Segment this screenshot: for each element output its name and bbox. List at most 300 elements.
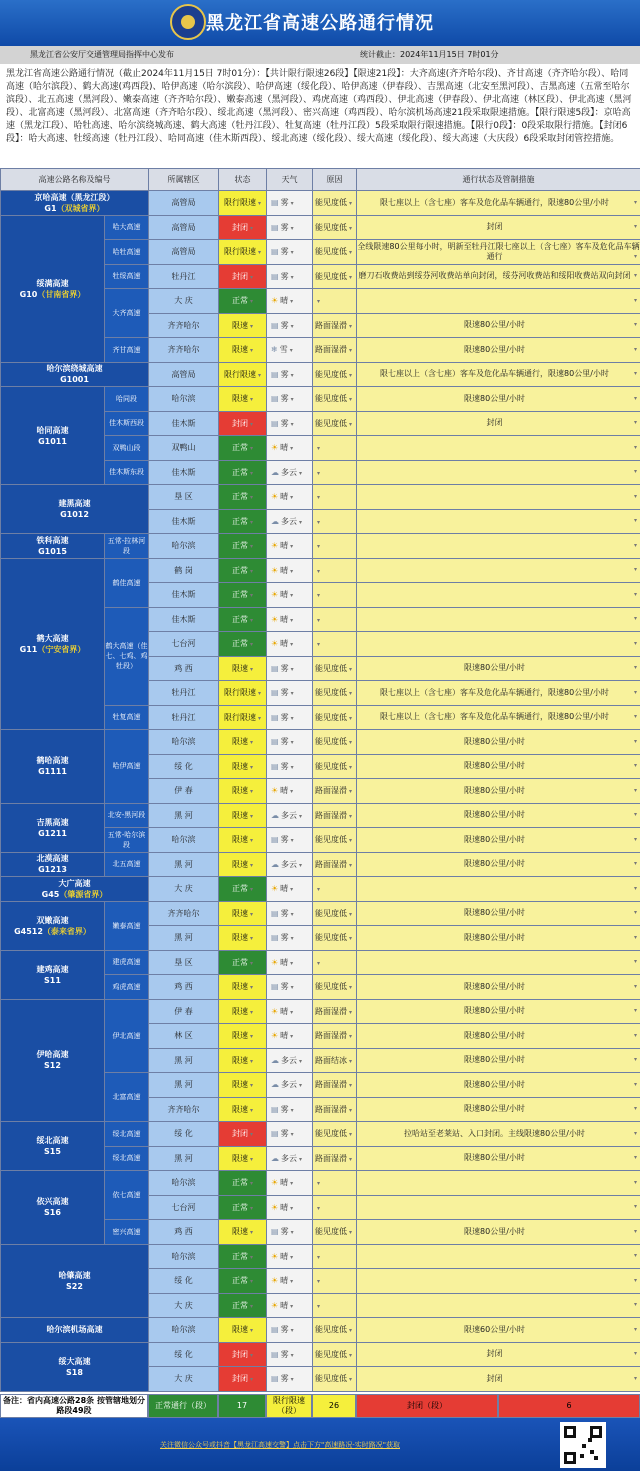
- status-dropdown-icon[interactable]: ▾: [249, 763, 253, 771]
- weather-dropdown-icon[interactable]: ▾: [290, 420, 294, 428]
- reason-cell: [313, 1024, 357, 1049]
- measure-cell-text: 限速60公里/小时: [464, 1324, 525, 1334]
- status-dropdown-icon[interactable]: ▾: [249, 861, 253, 869]
- status-dropdown-icon[interactable]: ▾: [249, 935, 253, 943]
- status-dropdown-icon[interactable]: ▾: [249, 420, 253, 428]
- weather-dropdown-icon[interactable]: ▾: [290, 690, 294, 698]
- highway-name-cell: [1, 215, 105, 362]
- reason-dropdown-icon[interactable]: ▾: [317, 1204, 321, 1212]
- weather-icon: ☁: [271, 859, 279, 869]
- weather-dropdown-icon[interactable]: ▾: [290, 886, 294, 894]
- table-row: [1, 191, 640, 216]
- status-dropdown-icon[interactable]: ▾: [249, 1351, 253, 1359]
- status-dropdown-icon[interactable]: ▾: [249, 273, 253, 281]
- measure-dropdown-icon[interactable]: ▾: [633, 198, 637, 206]
- weather-dropdown-icon[interactable]: ▾: [299, 1057, 303, 1065]
- reason-dropdown-icon[interactable]: ▾: [349, 788, 353, 796]
- measure-dropdown-icon[interactable]: ▾: [633, 786, 637, 794]
- weather-dropdown-icon[interactable]: ▾: [290, 1327, 294, 1335]
- highway-code-text: S22: [66, 1281, 83, 1291]
- reason-dropdown-icon[interactable]: ▾: [317, 886, 321, 894]
- reason-dropdown-icon[interactable]: ▾: [349, 837, 353, 845]
- reason-dropdown-icon[interactable]: ▾: [349, 200, 353, 208]
- weather-dropdown-icon[interactable]: ▾: [290, 200, 294, 208]
- measure-dropdown-icon[interactable]: ▾: [633, 1105, 637, 1113]
- highway-code-text: G1001: [60, 375, 89, 385]
- jurisdiction-cell: [149, 264, 219, 289]
- weather-cell: [267, 338, 313, 363]
- section-cell: 北富高速: [105, 1073, 149, 1122]
- measure-dropdown-icon[interactable]: ▾: [633, 860, 637, 868]
- reason-dropdown-icon[interactable]: ▾: [349, 420, 353, 428]
- weather-dropdown-icon[interactable]: ▾: [299, 861, 303, 869]
- measure-dropdown-icon[interactable]: ▾: [633, 419, 637, 427]
- reason-dropdown-icon[interactable]: ▾: [349, 1155, 353, 1163]
- status-cell: [219, 485, 267, 510]
- measure-dropdown-icon[interactable]: ▾: [633, 443, 637, 451]
- status-dropdown-icon[interactable]: ▾: [249, 1229, 253, 1237]
- status-dropdown-icon[interactable]: ▾: [249, 224, 253, 232]
- weather-icon: ☀: [271, 1031, 279, 1041]
- measure-dropdown-icon[interactable]: ▾: [633, 884, 637, 892]
- reason-dropdown-icon[interactable]: ▾: [317, 616, 321, 624]
- status-cell: [219, 681, 267, 706]
- weather-dropdown-icon[interactable]: ▾: [290, 1008, 294, 1016]
- measure-dropdown-icon[interactable]: ▾: [633, 296, 637, 304]
- weather-dropdown-icon[interactable]: ▾: [290, 1229, 294, 1237]
- reason-cell: [313, 1122, 357, 1147]
- weather-dropdown-icon[interactable]: ▾: [290, 935, 294, 943]
- reason-dropdown-icon[interactable]: ▾: [317, 298, 321, 306]
- jurisdiction-cell-text: 大 庆: [174, 296, 193, 306]
- weather-dropdown-icon[interactable]: ▾: [290, 543, 294, 551]
- status-dropdown-icon[interactable]: ▾: [249, 1131, 253, 1139]
- measure-dropdown-icon[interactable]: ▾: [633, 1350, 637, 1358]
- weather-text: 雾: [280, 1349, 289, 1359]
- jurisdiction-cell-text: 黑 河: [174, 1080, 193, 1090]
- measure-cell-text: 限速80公里/小时: [464, 1104, 525, 1114]
- measure-dropdown-icon[interactable]: ▾: [633, 541, 637, 549]
- section-cell: 嫩泰高速: [105, 901, 149, 950]
- highway-code-text: S16: [44, 1208, 61, 1218]
- reason-cell-text: 能见度低: [315, 247, 347, 257]
- status-dropdown-icon[interactable]: ▾: [249, 298, 253, 306]
- weather-icon: ▤: [271, 369, 279, 379]
- measure-dropdown-icon[interactable]: ▾: [633, 835, 637, 843]
- weather-text: 多云: [281, 467, 297, 477]
- measure-dropdown-icon[interactable]: ▾: [633, 1374, 637, 1382]
- measure-dropdown-icon[interactable]: ▾: [633, 223, 637, 231]
- reason-cell: [313, 828, 357, 853]
- reason-dropdown-icon[interactable]: ▾: [349, 935, 353, 943]
- status-cell: [219, 240, 267, 265]
- measure-dropdown-icon[interactable]: ▾: [633, 811, 637, 819]
- status-dropdown-icon[interactable]: ▾: [249, 959, 253, 967]
- status-dropdown-icon[interactable]: ▾: [249, 837, 253, 845]
- weather-text: 晴: [280, 957, 289, 967]
- measure-dropdown-icon[interactable]: ▾: [633, 370, 637, 378]
- status-dropdown-icon[interactable]: ▾: [249, 322, 253, 330]
- jurisdiction-cell-text: 齐齐哈尔: [167, 345, 200, 355]
- measure-dropdown-icon[interactable]: ▾: [633, 1129, 637, 1137]
- status-cell: [219, 460, 267, 485]
- measure-dropdown-icon[interactable]: ▾: [633, 345, 637, 353]
- highway-boundary-tag: （宁安省界）: [37, 644, 86, 654]
- status-dropdown-icon[interactable]: ▾: [249, 347, 253, 355]
- reason-cell: [313, 411, 357, 436]
- reason-cell-text: 能见度低: [315, 1227, 347, 1237]
- status-dropdown-icon[interactable]: ▾: [249, 1204, 253, 1212]
- jurisdiction-cell: [149, 1220, 219, 1245]
- reason-dropdown-icon[interactable]: ▾: [317, 592, 321, 600]
- weather-text: 雾: [280, 247, 289, 257]
- weather-dropdown-icon[interactable]: ▾: [299, 518, 303, 526]
- status-dropdown-icon[interactable]: ▾: [249, 1180, 253, 1188]
- highway-name: 北漠高速: [36, 854, 69, 864]
- weather-dropdown-icon[interactable]: ▾: [290, 1033, 294, 1041]
- weather-dropdown-icon[interactable]: ▾: [290, 714, 294, 722]
- measure-cell-text: 磨刀石收费站到绥芬河收费站单向封闭，绥芬河收费站和绥阳收费站双向封闭: [358, 271, 631, 281]
- weather-text: 雾: [280, 320, 289, 330]
- reason-cell: [313, 240, 357, 265]
- weather-dropdown-icon[interactable]: ▾: [290, 739, 294, 747]
- reason-dropdown-icon[interactable]: ▾: [349, 1229, 353, 1237]
- col-header-reason: 原因: [313, 169, 357, 191]
- measure-dropdown-icon[interactable]: ▾: [633, 688, 637, 696]
- weather-dropdown-icon[interactable]: ▾: [290, 837, 294, 845]
- table-row: [1, 485, 640, 510]
- weather-dropdown-icon[interactable]: ▾: [290, 1278, 294, 1286]
- status-dropdown-icon[interactable]: ▾: [249, 445, 253, 453]
- highway-name-cell: [1, 485, 149, 534]
- measure-dropdown-icon[interactable]: ▾: [633, 1007, 637, 1015]
- weather-dropdown-icon[interactable]: ▾: [290, 592, 294, 600]
- measure-dropdown-icon[interactable]: ▾: [633, 713, 637, 721]
- measure-dropdown-icon[interactable]: ▾: [633, 664, 637, 672]
- highway-name: 建黑高速: [58, 499, 91, 508]
- weather-cell: [267, 1024, 313, 1049]
- weather-dropdown-icon[interactable]: ▾: [290, 1253, 294, 1261]
- reason-dropdown-icon[interactable]: ▾: [349, 322, 353, 330]
- status-cell-text: 正常: [231, 296, 248, 306]
- weather-text: 雾: [280, 663, 289, 673]
- measure-dropdown-icon[interactable]: ▾: [633, 394, 637, 402]
- weather-dropdown-icon[interactable]: ▾: [290, 371, 294, 379]
- status-dropdown-icon[interactable]: ▾: [249, 543, 253, 551]
- jurisdiction-cell-text: 哈尔滨: [171, 1325, 196, 1335]
- measure-dropdown-icon[interactable]: ▾: [633, 468, 637, 476]
- reason-dropdown-icon[interactable]: ▾: [317, 1278, 321, 1286]
- measure-dropdown-icon[interactable]: ▾: [633, 1080, 637, 1088]
- reason-dropdown-icon[interactable]: ▾: [317, 1302, 321, 1310]
- measure-dropdown-icon[interactable]: ▾: [633, 492, 637, 500]
- highway-name-cell: [1, 950, 105, 999]
- reason-dropdown-icon[interactable]: ▾: [317, 959, 321, 967]
- weather-dropdown-icon[interactable]: ▾: [290, 665, 294, 673]
- reason-dropdown-icon[interactable]: ▾: [349, 1033, 353, 1041]
- reason-dropdown-icon[interactable]: ▾: [349, 1351, 353, 1359]
- status-dropdown-icon[interactable]: ▾: [249, 1278, 253, 1286]
- measure-dropdown-icon[interactable]: ▾: [633, 933, 637, 941]
- status-dropdown-icon[interactable]: ▾: [249, 910, 253, 918]
- weather-dropdown-icon[interactable]: ▾: [290, 322, 294, 330]
- status-dropdown-icon[interactable]: ▾: [249, 1376, 253, 1384]
- status-dropdown-icon[interactable]: ▾: [249, 1327, 253, 1335]
- status-dropdown-icon[interactable]: ▾: [249, 886, 253, 894]
- measure-dropdown-icon[interactable]: ▾: [633, 639, 637, 647]
- weather-dropdown-icon[interactable]: ▾: [290, 273, 294, 281]
- reason-dropdown-icon[interactable]: ▾: [317, 469, 321, 477]
- col-header-weather: 天气: [267, 169, 313, 191]
- col-header-jurisdiction: 所属辖区: [149, 169, 219, 191]
- weather-dropdown-icon[interactable]: ▾: [290, 445, 294, 453]
- status-dropdown-icon[interactable]: ▾: [249, 1253, 253, 1261]
- measure-cell: [357, 632, 640, 657]
- reason-dropdown-icon[interactable]: ▾: [349, 1327, 353, 1335]
- weather-dropdown-icon[interactable]: ▾: [290, 1106, 294, 1114]
- status-cell-text: 正常: [231, 516, 248, 526]
- highway-code-text: S15: [44, 1147, 61, 1156]
- status-dropdown-icon[interactable]: ▾: [249, 665, 253, 673]
- weather-dropdown-icon[interactable]: ▾: [290, 1376, 294, 1384]
- reason-dropdown-icon[interactable]: ▾: [349, 690, 353, 698]
- measure-cell-text: 限速80公里/小时: [464, 393, 525, 403]
- jurisdiction-cell-text: 鸡 西: [174, 1227, 193, 1237]
- status-dropdown-icon[interactable]: ▾: [249, 1155, 253, 1163]
- measure-dropdown-icon[interactable]: ▾: [633, 762, 637, 770]
- weather-cell: [267, 1146, 313, 1171]
- weather-dropdown-icon[interactable]: ▾: [290, 1204, 294, 1212]
- stat-time-text: 统计截止：2024年11月15日 7时01分: [360, 50, 499, 59]
- status-dropdown-icon[interactable]: ▾: [257, 200, 261, 208]
- reason-dropdown-icon[interactable]: ▾: [349, 1376, 353, 1384]
- measure-dropdown-icon[interactable]: ▾: [633, 1227, 637, 1235]
- status-dropdown-icon[interactable]: ▾: [249, 1033, 253, 1041]
- reason-dropdown-icon[interactable]: ▾: [349, 347, 353, 355]
- status-dropdown-icon[interactable]: ▾: [249, 1106, 253, 1114]
- jurisdiction-cell-text: 哈尔滨: [171, 737, 196, 747]
- weather-dropdown-icon[interactable]: ▾: [290, 1351, 294, 1359]
- weather-text: 晴: [280, 1006, 289, 1016]
- measure-dropdown-icon[interactable]: ▾: [633, 1252, 637, 1260]
- reason-dropdown-icon[interactable]: ▾: [317, 518, 321, 526]
- reason-dropdown-icon[interactable]: ▾: [317, 1253, 321, 1261]
- weather-dropdown-icon[interactable]: ▾: [290, 1302, 294, 1310]
- measure-cell: [357, 975, 640, 1000]
- reason-dropdown-icon[interactable]: ▾: [317, 543, 321, 551]
- status-dropdown-icon[interactable]: ▾: [249, 788, 253, 796]
- jurisdiction-cell: [149, 411, 219, 436]
- reason-cell-text: 能见度低: [315, 982, 347, 992]
- measure-dropdown-icon[interactable]: ▾: [633, 1056, 637, 1064]
- weather-text: 晴: [280, 492, 289, 502]
- reason-cell: [313, 1073, 357, 1098]
- highway-name: 哈尔滨机场高速: [46, 1325, 103, 1335]
- reason-cell-text: 能见度低: [315, 835, 347, 845]
- reason-dropdown-icon[interactable]: ▾: [317, 494, 321, 502]
- reason-cell: [313, 730, 357, 755]
- reason-dropdown-icon[interactable]: ▾: [317, 641, 321, 649]
- measure-dropdown-icon[interactable]: ▾: [633, 272, 637, 280]
- reason-dropdown-icon[interactable]: ▾: [317, 567, 321, 575]
- measure-cell: [357, 999, 640, 1024]
- status-dropdown-icon[interactable]: ▾: [249, 641, 253, 649]
- status-dropdown-icon[interactable]: ▾: [249, 494, 253, 502]
- status-cell: [219, 754, 267, 779]
- status-dropdown-icon[interactable]: ▾: [249, 1302, 253, 1310]
- reason-dropdown-icon[interactable]: ▾: [349, 1131, 353, 1139]
- measure-cell: [357, 558, 640, 583]
- status-dropdown-icon[interactable]: ▾: [249, 1008, 253, 1016]
- jurisdiction-cell: [149, 509, 219, 534]
- status-dropdown-icon[interactable]: ▾: [249, 1057, 253, 1065]
- reason-cell: [313, 901, 357, 926]
- highway-code-text: G1012: [60, 510, 89, 519]
- measure-cell: [357, 1146, 640, 1171]
- weather-text: 多云: [281, 859, 297, 869]
- measure-dropdown-icon[interactable]: ▾: [633, 1276, 637, 1284]
- measure-dropdown-icon[interactable]: ▾: [633, 958, 637, 966]
- table-row: [1, 558, 640, 583]
- status-dropdown-icon[interactable]: ▾: [249, 592, 253, 600]
- measure-dropdown-icon[interactable]: ▾: [633, 321, 637, 329]
- weather-dropdown-icon[interactable]: ▾: [290, 984, 294, 992]
- section-cell: 佳木斯东段: [105, 460, 149, 485]
- reason-dropdown-icon[interactable]: ▾: [349, 984, 353, 992]
- measure-dropdown-icon[interactable]: ▾: [633, 566, 637, 574]
- reason-dropdown-icon[interactable]: ▾: [349, 665, 353, 673]
- measure-dropdown-icon[interactable]: ▾: [633, 590, 637, 598]
- reason-dropdown-icon[interactable]: ▾: [349, 371, 353, 379]
- weather-dropdown-icon[interactable]: ▾: [290, 910, 294, 918]
- measure-cell-text: 限速80公里/小时: [464, 1153, 525, 1163]
- status-cell: [219, 1195, 267, 1220]
- measure-dropdown-icon[interactable]: ▾: [633, 1154, 637, 1162]
- reason-dropdown-icon[interactable]: ▾: [349, 1106, 353, 1114]
- weather-dropdown-icon[interactable]: ▾: [290, 763, 294, 771]
- reason-dropdown-icon[interactable]: ▾: [349, 714, 353, 722]
- reason-dropdown-icon[interactable]: ▾: [349, 1008, 353, 1016]
- measure-dropdown-icon[interactable]: ▾: [633, 982, 637, 990]
- weather-dropdown-icon[interactable]: ▾: [290, 396, 294, 404]
- weather-dropdown-icon[interactable]: ▾: [299, 469, 303, 477]
- status-cell: [219, 1024, 267, 1049]
- reason-dropdown-icon[interactable]: ▾: [349, 910, 353, 918]
- weather-dropdown-icon[interactable]: ▾: [290, 1131, 294, 1139]
- weather-dropdown-icon[interactable]: ▾: [290, 249, 294, 257]
- weather-icon: ▤: [271, 394, 279, 404]
- weather-cell: [267, 1122, 313, 1147]
- measure-cell: [357, 460, 640, 485]
- weather-text: 晴: [280, 443, 289, 453]
- weather-dropdown-icon[interactable]: ▾: [290, 641, 294, 649]
- measure-dropdown-icon[interactable]: ▾: [633, 1031, 637, 1039]
- weather-dropdown-icon[interactable]: ▾: [289, 347, 293, 355]
- reason-dropdown-icon[interactable]: ▾: [349, 812, 353, 820]
- weather-dropdown-icon[interactable]: ▾: [299, 1155, 303, 1163]
- table-row: [1, 950, 640, 975]
- status-dropdown-icon[interactable]: ▾: [257, 690, 261, 698]
- reason-dropdown-icon[interactable]: ▾: [349, 739, 353, 747]
- reason-dropdown-icon[interactable]: ▾: [349, 273, 353, 281]
- status-dropdown-icon[interactable]: ▾: [249, 984, 253, 992]
- status-dropdown-icon[interactable]: ▾: [257, 371, 261, 379]
- highway-boundary-tag: （双城省界）: [56, 203, 105, 213]
- measure-dropdown-icon[interactable]: ▾: [633, 737, 637, 745]
- measure-dropdown-icon[interactable]: ▾: [633, 1325, 637, 1333]
- status-dropdown-icon[interactable]: ▾: [249, 1082, 253, 1090]
- measure-dropdown-icon[interactable]: ▾: [633, 1301, 637, 1309]
- status-dropdown-icon[interactable]: ▾: [249, 396, 253, 404]
- status-cell-text: 限速: [231, 1153, 248, 1163]
- weather-dropdown-icon[interactable]: ▾: [290, 959, 294, 967]
- weather-dropdown-icon[interactable]: ▾: [299, 1082, 303, 1090]
- measure-cell: [357, 1318, 640, 1343]
- measure-dropdown-icon[interactable]: ▾: [633, 909, 637, 917]
- reason-dropdown-icon[interactable]: ▾: [349, 1082, 353, 1090]
- measure-dropdown-icon[interactable]: ▾: [633, 1178, 637, 1186]
- reason-dropdown-icon[interactable]: ▾: [349, 249, 353, 257]
- follow-link[interactable]: 关注微信公众号或抖音【黑龙江高速交警】点击下方"高速路况-实时路况"获取: [160, 1441, 400, 1449]
- status-dropdown-icon[interactable]: ▾: [257, 714, 261, 722]
- weather-dropdown-icon[interactable]: ▾: [290, 1180, 294, 1188]
- weather-dropdown-icon[interactable]: ▾: [290, 788, 294, 796]
- status-dropdown-icon[interactable]: ▾: [249, 469, 253, 477]
- measure-dropdown-icon[interactable]: ▾: [633, 1203, 637, 1211]
- status-dropdown-icon[interactable]: ▾: [257, 249, 261, 257]
- weather-dropdown-icon[interactable]: ▾: [290, 494, 294, 502]
- weather-dropdown-icon[interactable]: ▾: [290, 616, 294, 624]
- status-dropdown-icon[interactable]: ▾: [249, 518, 253, 526]
- measure-dropdown-icon[interactable]: ▾: [633, 252, 637, 260]
- measure-dropdown-icon[interactable]: ▾: [633, 517, 637, 525]
- status-dropdown-icon[interactable]: ▾: [249, 812, 253, 820]
- reason-cell: [313, 215, 357, 240]
- weather-dropdown-icon[interactable]: ▾: [290, 224, 294, 232]
- qr-code-icon[interactable]: [560, 1422, 606, 1468]
- status-cell-text: 限速: [231, 835, 248, 845]
- weather-dropdown-icon[interactable]: ▾: [290, 567, 294, 575]
- highway-name-cell: [1, 1244, 149, 1318]
- reason-dropdown-icon[interactable]: ▾: [349, 1057, 353, 1065]
- reason-dropdown-icon[interactable]: ▾: [349, 763, 353, 771]
- weather-cell: [267, 264, 313, 289]
- reason-dropdown-icon[interactable]: ▾: [317, 1180, 321, 1188]
- highway-name-cell: [1, 1318, 149, 1343]
- section-cell: 五常-哈尔滨段: [105, 828, 149, 853]
- reason-dropdown-icon[interactable]: ▾: [349, 396, 353, 404]
- status-dropdown-icon[interactable]: ▾: [249, 739, 253, 747]
- weather-dropdown-icon[interactable]: ▾: [290, 298, 294, 306]
- reason-cell-text: 能见度低: [315, 418, 347, 428]
- reason-dropdown-icon[interactable]: ▾: [349, 224, 353, 232]
- reason-dropdown-icon[interactable]: ▾: [317, 445, 321, 453]
- section-cell: 绥北高速: [105, 1146, 149, 1171]
- highway-name: 哈同高速: [36, 425, 69, 435]
- status-cell: [219, 1244, 267, 1269]
- jurisdiction-cell: [149, 754, 219, 779]
- weather-icon: ▤: [271, 908, 279, 918]
- highway-code-text: G1211: [38, 828, 67, 838]
- weather-cell: [267, 1318, 313, 1343]
- jurisdiction-cell-text: 七台河: [171, 1202, 196, 1212]
- reason-dropdown-icon[interactable]: ▾: [349, 861, 353, 869]
- measure-dropdown-icon[interactable]: ▾: [633, 615, 637, 623]
- status-cell: [219, 583, 267, 608]
- status-dropdown-icon[interactable]: ▾: [249, 567, 253, 575]
- status-dropdown-icon[interactable]: ▾: [249, 616, 253, 624]
- weather-dropdown-icon[interactable]: ▾: [299, 812, 303, 820]
